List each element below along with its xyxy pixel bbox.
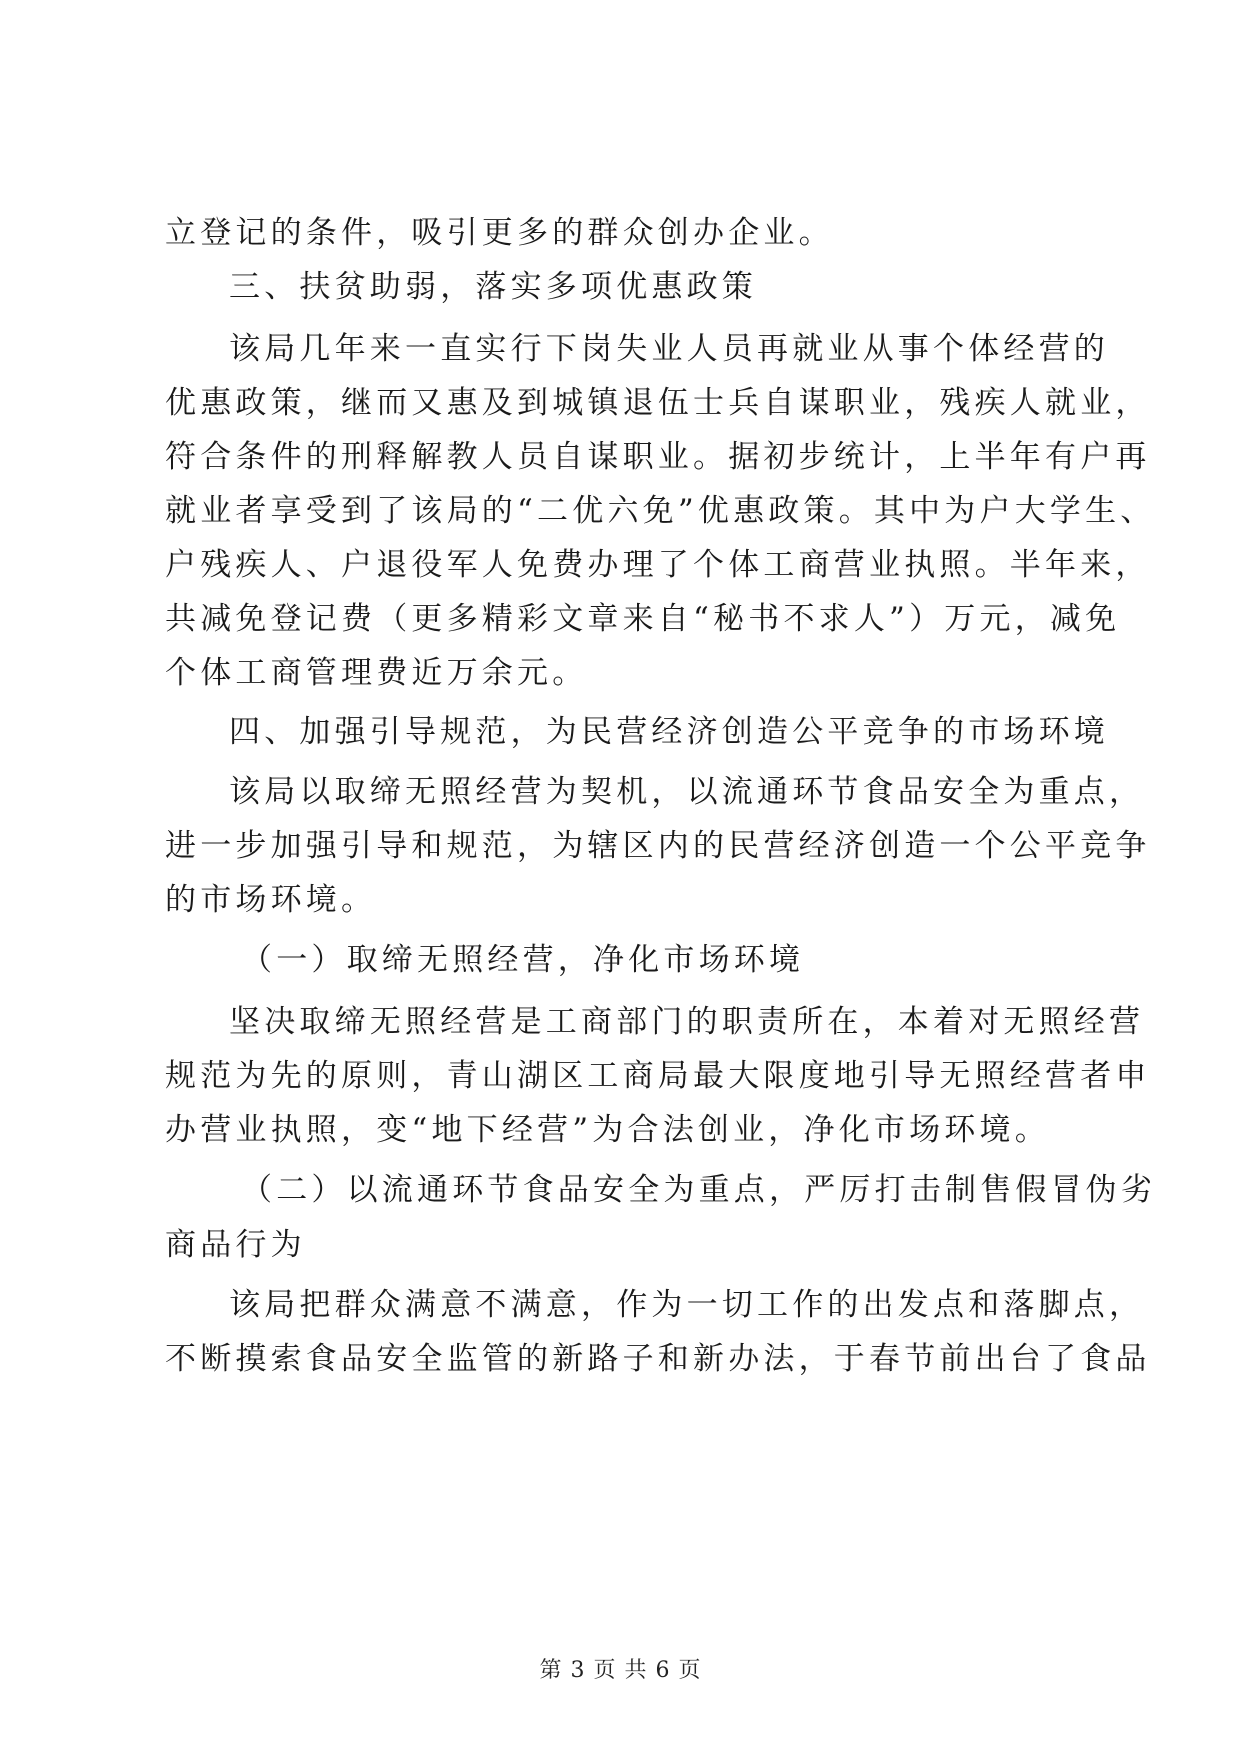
paragraph-line: 个体工商管理费近万余元。 — [165, 655, 588, 691]
paragraph-line: 的市场环境。 — [165, 882, 377, 918]
paragraph-line: 该局把群众满意不满意，作为一切工作的出发点和落脚点， — [229, 1287, 1145, 1323]
subsection-heading: （二）以流通环节食品安全为重点，严厉打击制售假冒伪劣 — [241, 1172, 1157, 1208]
paragraph-line: 办营业执照，变“地下经营”为合法创业，净化市场环境。 — [165, 1112, 1050, 1148]
paragraph-line: 坚决取缔无照经营是工商部门的职责所在，本着对无照经营 — [229, 1004, 1145, 1040]
paragraph-line: 优惠政策，继而又惠及到城镇退伍士兵自谋职业，残疾人就业， — [165, 385, 1151, 421]
paragraph-line: 规范为先的原则，青山湖区工商局最大限度地引导无照经营者申 — [165, 1058, 1151, 1094]
paragraph-line: 进一步加强引导和规范，为辖区内的民营经济创造一个公平竞争 — [165, 828, 1151, 864]
section-heading: 四、加强引导规范，为民营经济创造公平竞争的市场环境 — [229, 714, 1109, 750]
paragraph-line: 该局以取缔无照经营为契机，以流通环节食品安全为重点， — [229, 774, 1145, 810]
page-number-footer: 第 3 页 共 6 页 — [539, 1658, 702, 1683]
section-heading: 三、扶贫助弱，落实多项优惠政策 — [229, 269, 757, 305]
paragraph-line: 该局几年来一直实行下岗失业人员再就业从事个体经营的 — [229, 331, 1109, 367]
subsection-heading: （一）取缔无照经营，净化市场环境 — [241, 942, 805, 978]
paragraph-line: 不断摸索食品安全监管的新路子和新办法，于春节前出台了食品 — [165, 1341, 1151, 1377]
paragraph-line: 户残疾人、户退役军人免费办理了个体工商营业执照。半年来， — [165, 547, 1151, 583]
paragraph-line: 就业者享受到了该局的“二优六免”优惠政策。其中为户大学生、 — [165, 493, 1156, 529]
paragraph-line: 共减免登记费（更多精彩文章来自“秘书不求人”）万元，减免 — [165, 601, 1121, 637]
paragraph-line: 立登记的条件，吸引更多的群众创办企业。 — [165, 215, 834, 251]
subsection-heading-continued: 商品行为 — [165, 1227, 306, 1263]
paragraph-line: 符合条件的刑释解教人员自谋职业。据初步统计，上半年有户再 — [165, 439, 1151, 475]
